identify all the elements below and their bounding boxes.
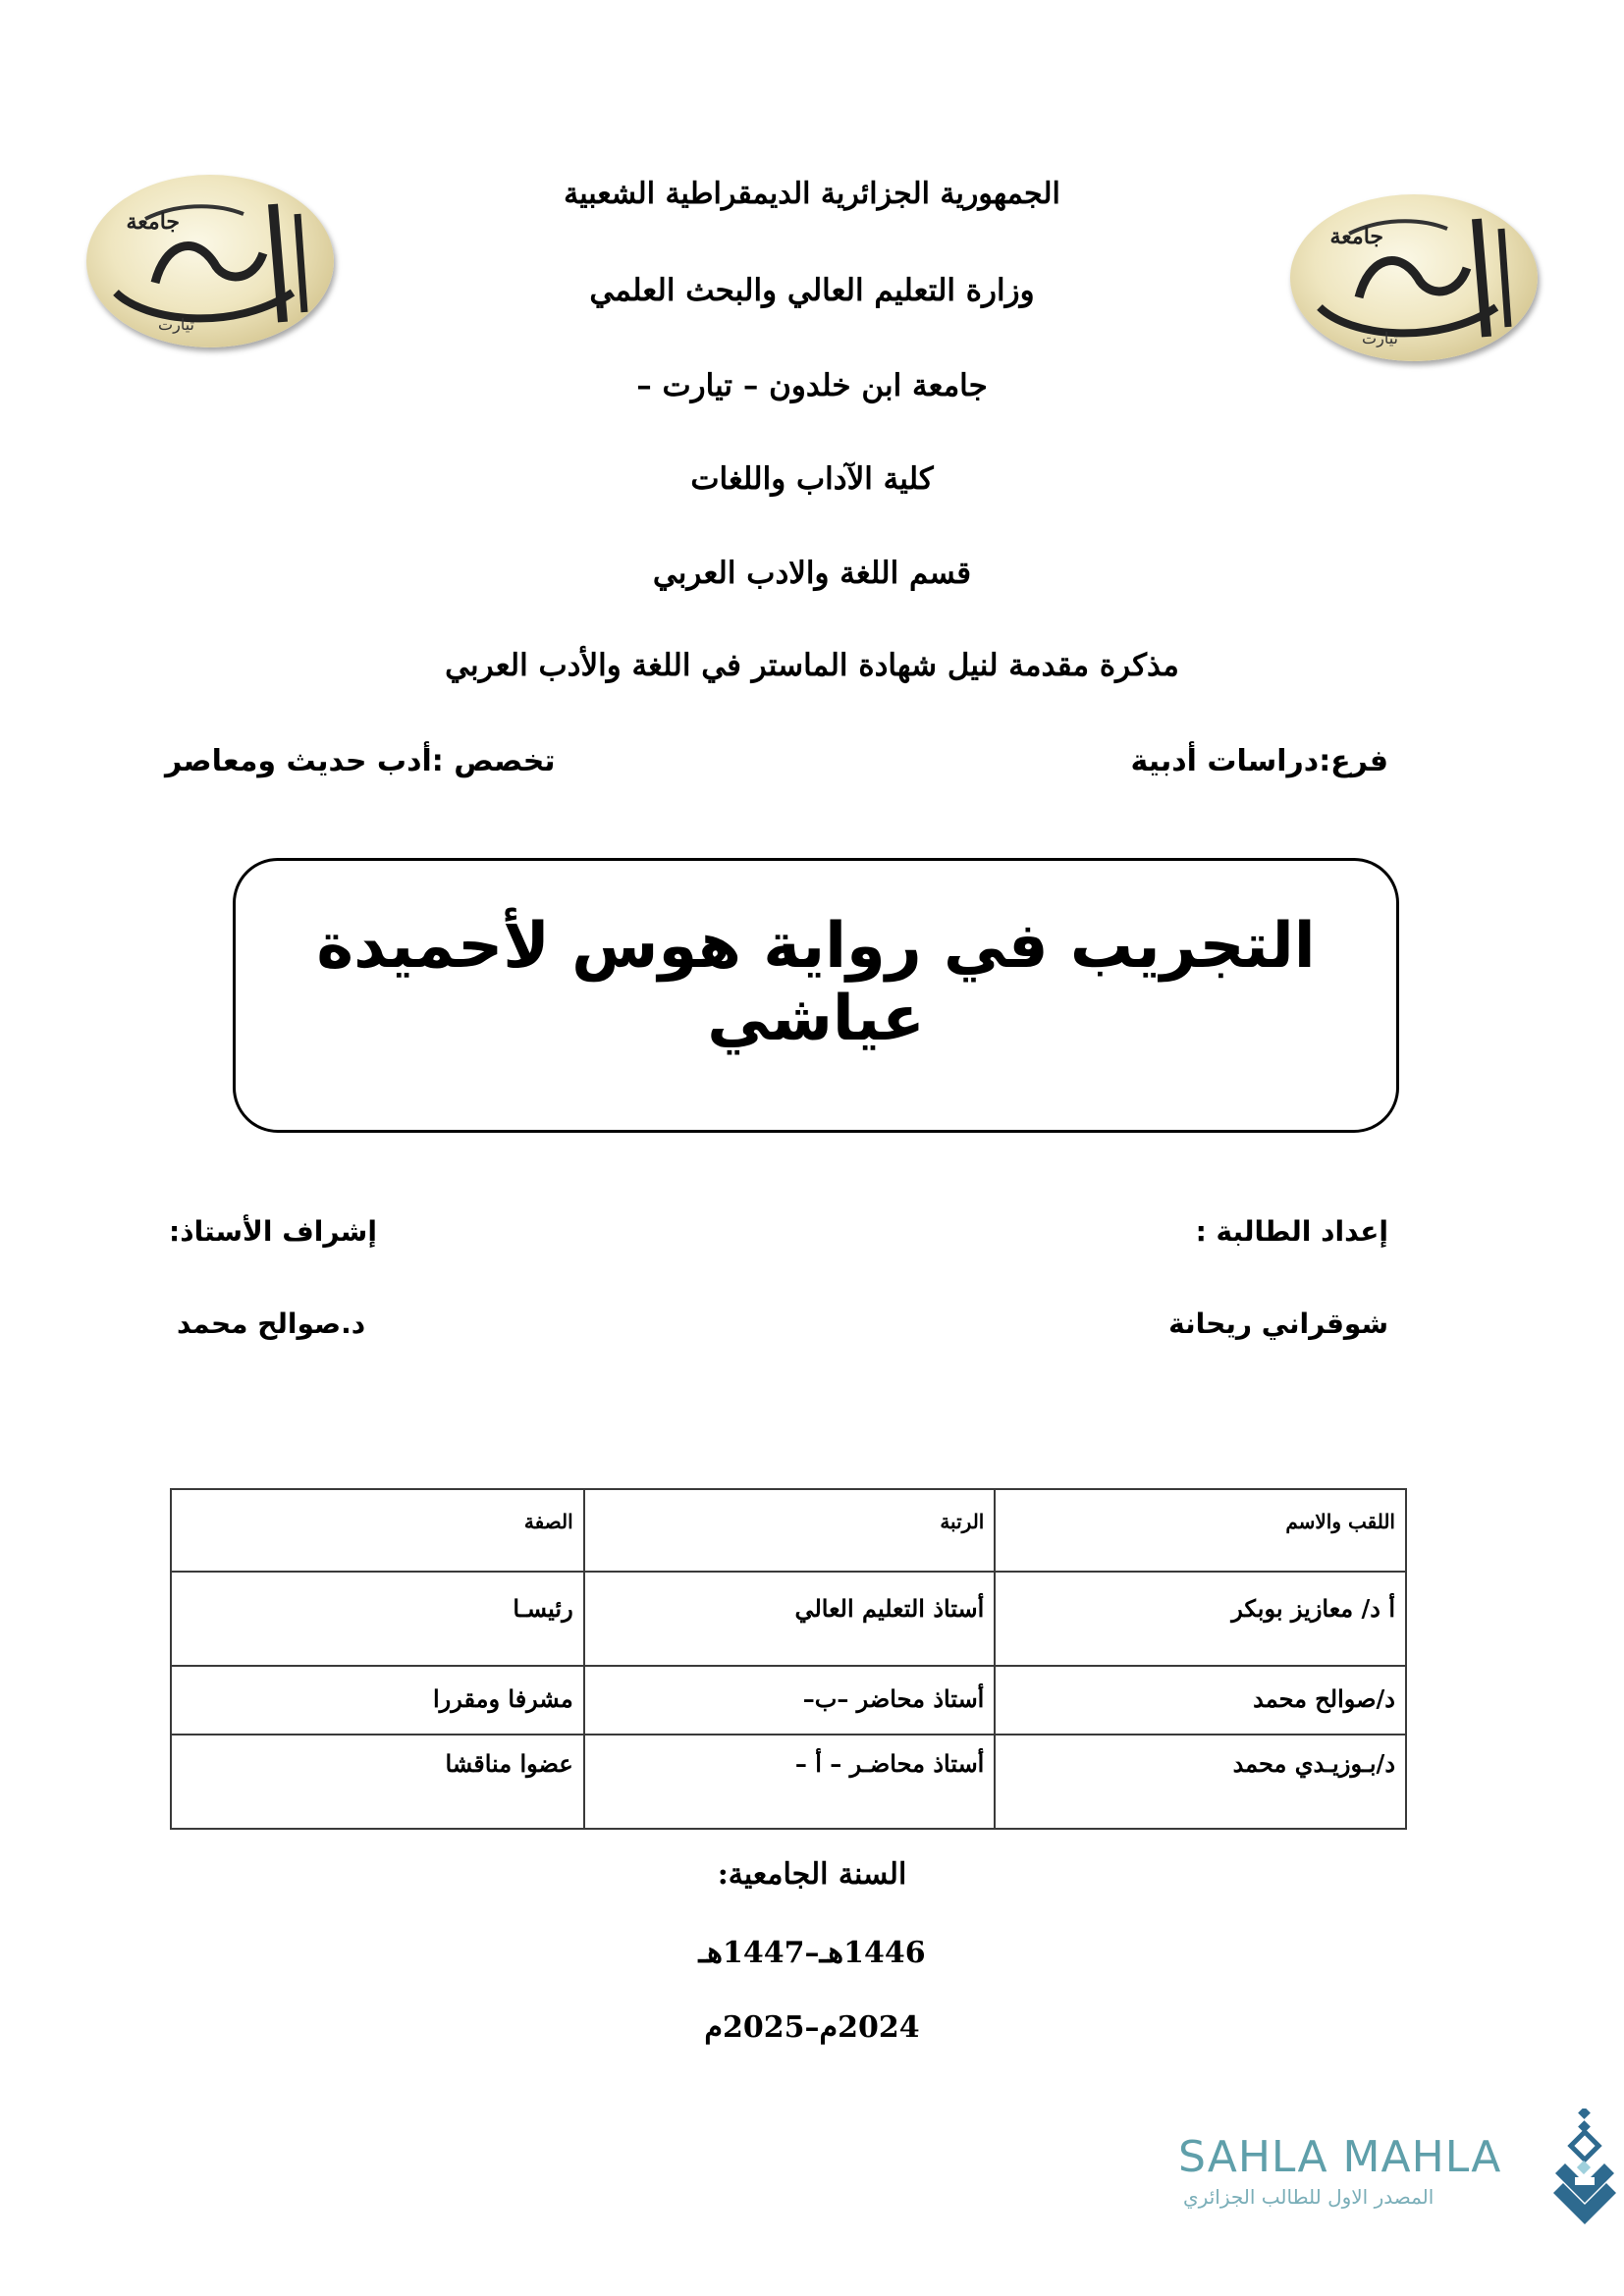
sahla-mahla-emblem-icon <box>1549 2109 1620 2226</box>
watermark-tagline: المصدر الاول للطالب الجزائري <box>1183 2185 1435 2209</box>
header-role: الصفة <box>171 1489 584 1572</box>
supervisor-name: د.صوالح محمد <box>177 1308 366 1340</box>
header-rank: الرتبة <box>584 1489 996 1572</box>
svg-text:جامعة: جامعة <box>1329 224 1383 249</box>
thesis-title-box <box>233 858 1399 1133</box>
jury-name: أ د/ معازيز بوبكر <box>995 1572 1406 1666</box>
university-heading: جامعة ابن خلدون – تيارت – <box>636 368 988 403</box>
thesis-title: التجريب في رواية هوس لأحميدة عياشي <box>316 910 1316 1055</box>
table-row <box>171 1666 1406 1735</box>
supervisor-label: إشراف الأستاذ: <box>169 1215 377 1248</box>
specialty-label: تخصص :أدب حديث ومعاصر <box>165 744 556 778</box>
watermark-brand: SAHLA MAHLA <box>1178 2132 1502 2182</box>
republic-heading: الجمهورية الجزائرية الديمقراطية الشعبية <box>564 177 1060 211</box>
branch-label: فرع:دراسات أدبية <box>1130 744 1388 778</box>
header-name: اللقب والاسم <box>995 1489 1406 1572</box>
memo-heading: مذكرة مقدمة لنيل شهادة الماستر في اللغة والأدب العربي <box>445 648 1179 683</box>
student-name: شوقراني ريحانة <box>1168 1308 1388 1340</box>
table-row <box>171 1572 1406 1666</box>
jury-rank: أستاذ محاضر –ب– <box>584 1666 996 1735</box>
jury-rank: أستاذ محاضـر – أ – <box>584 1735 996 1829</box>
table-header-row <box>171 1489 1406 1572</box>
academic-year-gregorian: 2024م–2025م <box>704 2010 920 2045</box>
jury-role: رئيسـا <box>171 1572 584 1666</box>
department-heading: قسم اللغة والادب العربي <box>652 556 972 591</box>
jury-role: عضوا مناقشا <box>171 1735 584 1829</box>
student-label: إعداد الطالبة : <box>1195 1215 1388 1248</box>
jury-role: مشرفا ومقررا <box>171 1666 584 1735</box>
jury-rank: أستاذ التعليم العالي <box>584 1572 996 1666</box>
svg-text:تيارت: تيارت <box>158 315 194 334</box>
table-row <box>171 1735 1406 1829</box>
faculty-heading: كلية الآداب واللغات <box>690 461 934 497</box>
svg-text:جامعة: جامعة <box>126 209 180 235</box>
jury-table <box>170 1488 1407 1830</box>
ministry-heading: وزارة التعليم العالي والبحث العلمي <box>589 273 1035 308</box>
jury-name: د/صوالح محمد <box>995 1666 1406 1735</box>
academic-year-label: السنة الجامعية: <box>717 1857 907 1892</box>
jury-name: د/بـوزيـدي محمد <box>995 1735 1406 1829</box>
academic-year-hijri: 1446هـ–1447هـ <box>698 1936 926 1970</box>
svg-text:تيارت: تيارت <box>1362 329 1398 347</box>
